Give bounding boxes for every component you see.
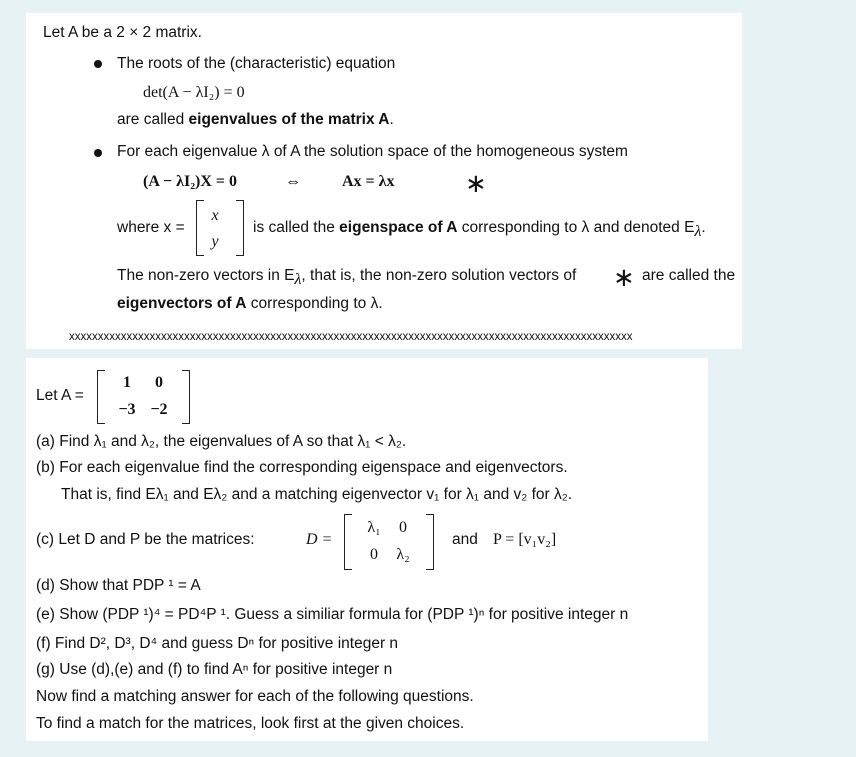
nonzero-line1	[117, 266, 576, 290]
where-sub: λ	[694, 223, 702, 241]
nonzero-a: The non-zero vectors in E	[117, 267, 295, 284]
bullet1-text: The roots of the (characteristic) equation	[117, 55, 396, 72]
where-prefix: where x =	[117, 219, 185, 236]
matrix-a-cell: −3	[118, 401, 136, 418]
eigenvectors-bold: eigenvectors of A	[117, 295, 247, 312]
definition-panel	[26, 13, 742, 349]
part-e: (e) Show (PDP ¹)⁴ = PD⁴P ¹. Guess a similiar formula for (PDP ¹)ⁿ for positive integer n	[36, 606, 629, 623]
to-find-text: To find a match for the matrices, look first at the given choices.	[36, 715, 465, 732]
part-a: (a) Find λ₁ and λ₂, the eigenvalues of A so that λ₁ < λ₂.	[36, 433, 407, 450]
part-g: (g) Use (d),(e) and (f) to find Aⁿ for positive integer n	[36, 661, 393, 678]
c-and: and	[452, 531, 478, 548]
iff-icon: ⇔	[285, 173, 301, 190]
eigenvectors-definition	[117, 294, 383, 314]
matrix-d-cell: λ₂	[396, 546, 410, 563]
eigenvectors-rest: corresponding to λ.	[246, 295, 383, 312]
part-b: (b) For each eigenvalue find the corresponding eigenspace and eigenvectors.	[36, 459, 568, 476]
called-bold: eigenvalues of the matrix A	[188, 111, 390, 128]
star-icon: ∗	[613, 262, 635, 292]
eigen-equation: Ax = λx	[342, 173, 395, 190]
matrix-a-bracket-right	[182, 370, 190, 424]
matrix-d-cell: λ₁	[367, 519, 381, 536]
nonzero-sub: λ	[294, 271, 302, 289]
eigenvalues-definition	[117, 110, 394, 130]
vector-bracket-right	[236, 200, 244, 256]
matrix-d-bracket-left	[344, 514, 352, 570]
characteristic-equation: det(A − λI₂) = 0	[143, 84, 245, 101]
called-suffix: .	[389, 111, 394, 128]
intro-text: Let A be a 2 × 2 matrix.	[43, 24, 202, 41]
part-d: (d) Show that PDP ¹ = A	[36, 577, 201, 594]
matrix-a-bracket-left	[97, 370, 105, 424]
where-end: .	[701, 219, 706, 236]
matrix-a-cell: −2	[150, 401, 168, 418]
separator-line: xxxxxxxxxxxxxxxxxxxxxxxxxxxxxxxxxxxxxxxxxxxxxxxxxxxxxxxxxxxxxxxxxxxxxxxxxxxxxxxxxxxxxxxxxxxxxxxxxx	[69, 331, 633, 343]
part-b-detail: That is, find Eλ₁ and Eλ₂ and a matching eigenvector v₁ for λ₁ and v₂ for λ₂.	[61, 486, 573, 503]
homogeneous-system: (A − λI₂)X = 0	[143, 173, 237, 190]
matrix-d-bracket-right	[426, 514, 434, 570]
bullet2-text: For each eigenvalue λ of A the solution space of the homogeneous system	[117, 143, 628, 160]
called-prefix: are called	[117, 111, 189, 128]
matrix-d-cell: 0	[399, 519, 407, 536]
part-c: (c) Let D and P be the matrices:	[36, 531, 255, 548]
matrix-d-cell: 0	[370, 546, 378, 563]
exercise-panel	[26, 358, 708, 741]
bullet-icon	[94, 60, 102, 68]
matrix-a-cell: 1	[123, 374, 131, 391]
where-suffix: corresponding to λ and denoted E	[457, 219, 695, 236]
where-mid: is called the	[253, 219, 340, 236]
now-text: Now find a matching answer for each of the following questions.	[36, 688, 474, 705]
star-icon: ∗	[465, 168, 487, 198]
nonzero-c: are called the	[642, 267, 736, 284]
let-a-label: Let A =	[36, 387, 84, 404]
nonzero-b: , that is, the non-zero solution vectors of	[301, 267, 577, 284]
eigenspace-definition	[253, 218, 706, 242]
bullet-icon	[94, 149, 102, 157]
d-equals: D =	[306, 531, 333, 548]
where-bold: eigenspace of A	[339, 219, 458, 236]
p-equation: P = [v₁v₂]	[493, 531, 557, 548]
vector-y: y	[211, 233, 219, 250]
matrix-a-cell: 0	[155, 374, 163, 391]
vector-x: x	[211, 207, 219, 224]
part-f: (f) Find D², D³, D⁴ and guess Dⁿ for positive integer n	[36, 635, 399, 652]
